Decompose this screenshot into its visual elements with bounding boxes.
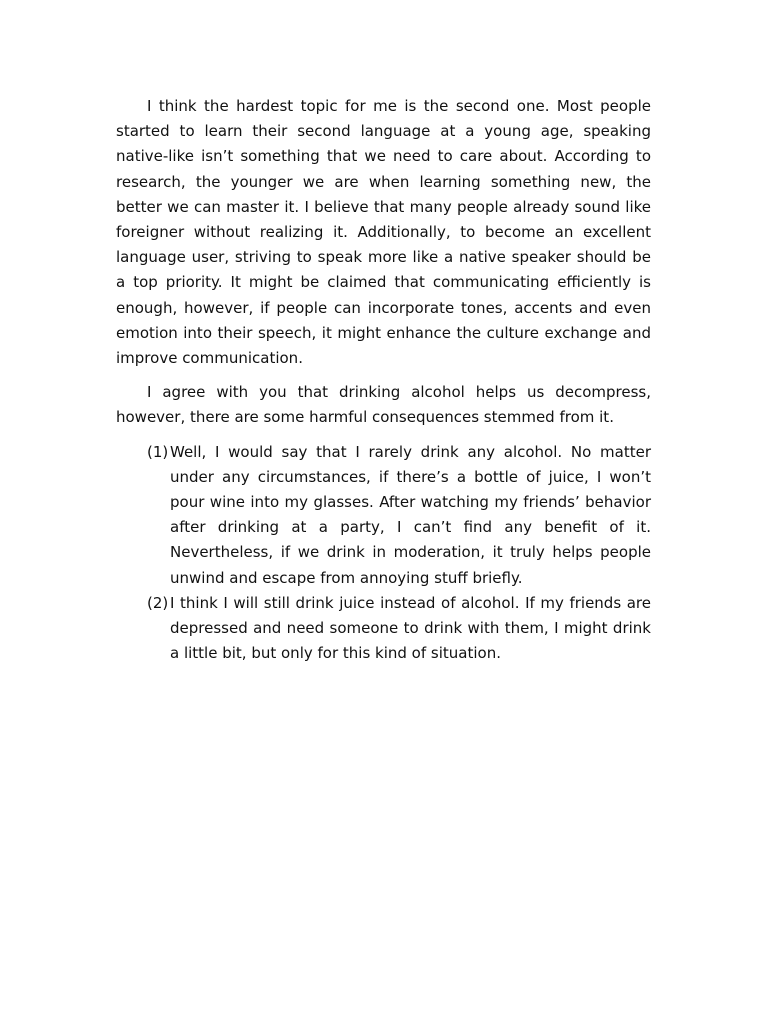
paragraph-drinking-alcohol: I agree with you that drinking alcohol helps us decompress, however, there are some harmful consequences stemmed from it. xyxy=(116,383,651,427)
paragraph-second-language: I think the hardest topic for me is the second one. Most people started to learn their second language at a young age, speaking native-like isn’t something that we need to care about. According to research, the younger we are when learning something new, the better we can master it. I believe that many people already sound like foreigner without realizing it. Additionally, to become an excellent language user, striving to speak more like a native speaker should be a top priority. It might be claimed that communicating efficiently is enough, however, if people can incorporate tones, accents and even emotion into their speech, it might enhance the culture exchange and improve communication. xyxy=(116,97,651,368)
list-item xyxy=(116,591,651,667)
list-item-text: Well, I would say that I rarely drink any alcohol. No matter under any circumstances, if there’s a bottle of juice, I won’t pour wine into my glasses. After watching my friends’ behavior after drinking at a party, I can’t find any benefit of it. Nevertheless, if we drink in moderation, it truly helps people unwind and escape from annoying stuff briefly. xyxy=(170,442,651,587)
document-page xyxy=(116,94,651,666)
list-marker: (1) xyxy=(147,442,169,461)
list-marker: (2) xyxy=(147,593,169,612)
list-item-text: I think I will still drink juice instead of alcohol. If my friends are depressed and need someone to drink with them, I might drink a little bit, but only for this kind of situation. xyxy=(170,593,651,663)
numbered-list xyxy=(116,440,651,667)
list-item xyxy=(116,440,651,591)
